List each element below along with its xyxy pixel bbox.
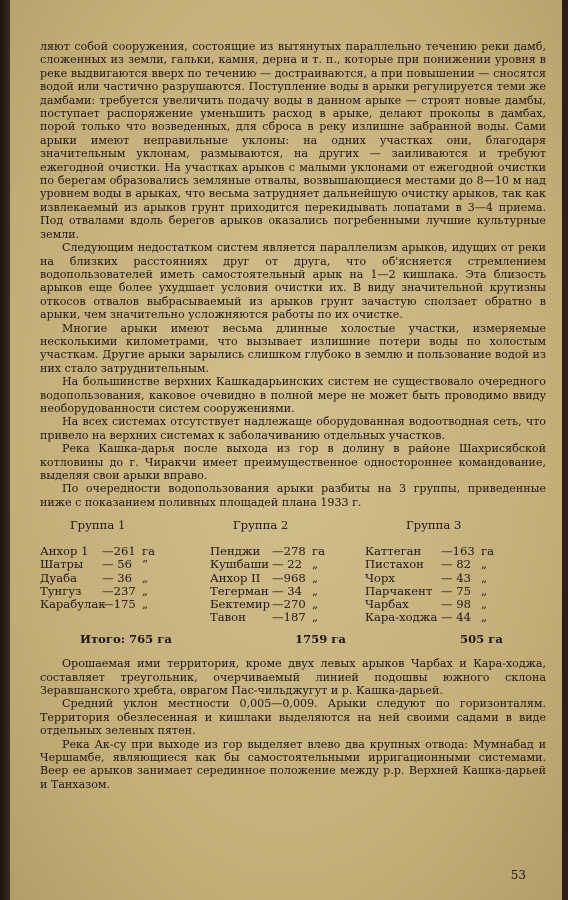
canal-name: Пенджи (210, 544, 261, 559)
canal-name: Тавон (210, 610, 246, 625)
paragraph: Орошаемая ими территория, кроме двух левых арыков Чарбах и Кара-ходжа, составляет треугольник, очерчиваемый линией подошвы южного склона Зеравшанского хребта, оврагом Пас-чильджугут и р. Кашка-дарьей. (40, 657, 546, 698)
unit: га (481, 544, 494, 559)
paragraph: По очередности водопользования арыки разбиты на 3 группы, приведенные ниже с показанием поливных площадей плана 1933 г. (40, 482, 546, 509)
area-value: —175 (102, 596, 136, 611)
table-row (365, 611, 494, 624)
unit: га (142, 544, 155, 559)
unit: „ (481, 557, 488, 572)
paragraph: ляют собой сооружения, состоящие из вытянутых параллельно течению реки дамб, сложенных из земли, гальки, камня, дерна и т. п., которые при понижении уровня в реке выдвигаются вверх по течению — достраиваются, а при повышении — сносятся водой или частично разрушаются. Поступление воды в арыки регулируется теми же дамбами: требуется увеличить подачу воды в данном арыке — строят новые дамбы, поступает распоряжение уменьшить расход в арыке, делают проколы в дамбах, порой только что возведенных, для сброса в реку излишне забранной воды. Сами арыки имеют неправильные уклоны: на одних участках они, благодаря значительным уклонам, размываются, на других — заиливаются и требуют ежегодной очистки. На участках арыков с малыми уклонами от ежегодной очистки по берегам образовались земляные отвалы, возвышающиеся местами до 8—10 м над уровнем воды в арыках, что весьма затрудняет дальнейшую очистку арыков, так как извлекаемый из арыков грунт приходится перекидывать лопатами в 3—4 приема. Под отвалами вдоль берегов арыков оказались погребенными лучшие культурные земли. (40, 40, 546, 241)
paragraph: Река Кашка-дарья после выхода из гор в долину в районе Шахрисябской котловины до г. Чиракчи имеет преимущественное одностороннее командование, выделяя свои арыки вправо. (40, 442, 546, 482)
area-value: — 34 (272, 583, 303, 598)
canal-name: Анхор 1 (40, 544, 89, 559)
canal-name: Кушбаши (210, 557, 269, 572)
area-value: —968 (272, 570, 306, 585)
table-row (210, 585, 325, 598)
canal-groups-table (40, 519, 546, 647)
canal-name: Парчакент (365, 583, 433, 598)
area-value: — 98 (441, 596, 472, 611)
canal-name: Чорх (365, 570, 395, 585)
table-row (365, 558, 494, 571)
table-row (40, 585, 155, 598)
unit: „ (312, 583, 319, 598)
canal-name: Тунгуз (40, 583, 82, 598)
paragraph: Река Ак-су при выходе из гор выделяет влево два крупных отвода: Мумнабад и Чершамбе, являющиеся как бы самостоятельными ирригационными системами. Веер ее арыков занимает серединное положение между р.р. Верхней Кашка-дарьей и Танхазом. (40, 737, 546, 791)
paragraph: На всех системах отсутствует надлежаще оборудованная водоотводная сеть, что привело на верхних системах к заболачиванию отдельных участков. (40, 415, 546, 442)
area-value: — 75 (441, 583, 472, 598)
area-value: —237 (102, 583, 136, 598)
unit: „ (481, 596, 488, 611)
canal-name: Анхор II (210, 570, 261, 585)
paragraph: На большинстве верхних Кашкадарьинских систем не существовало очередного водопользования, каковое очевидно в полной мере не может быть проводимо ввиду необорудованности систем сооружениями. (40, 375, 546, 415)
table-row (40, 558, 155, 571)
paragraph: Следующим недостатком систем является параллелизм арыков, идущих от реки на близких расстояниях друг от друга, что об'ясняется стремлением водопользователей иметь самостоятельный арык на 1—2 кишлака. Эта близость арыков еще более ухудшает условия очистки их. В виду значительной крутизны откосов отвалов выбрасываемый из арыков грунт зачастую сползает обратно в арыки, чем значительно усложняются работы по их очистке. (40, 241, 546, 322)
canal-name: Каттеган (365, 544, 422, 559)
unit: “ (142, 557, 148, 572)
area-value: — 22 (272, 557, 303, 572)
table-row (210, 558, 325, 571)
area-value: —187 (272, 610, 306, 625)
paragraph: Средний уклон местности 0,005—0,009. Арыки следуют по горизонталям. Территория обезлесенная и кишлаки выделяются на ней своими садами в виде отдельных зеленых пятен. (40, 697, 546, 738)
group-2-list (210, 545, 325, 624)
canal-name: Карабулак (40, 596, 106, 611)
area-value: — 82 (441, 557, 472, 572)
area-value: — 44 (441, 610, 472, 625)
unit: „ (312, 557, 319, 572)
paragraph: Многие арыки имеют весьма длинные холостые участки, измеряемые несколькими километрами, что вызывает излишние потери воды по холостым участкам. Другие арыки зарылись слишком глубоко в землю и пользование водой из них стало затруднительным. (40, 321, 546, 375)
group-2-title: Группа 2 (233, 518, 289, 533)
canal-name: Кара-ходжа (365, 610, 438, 625)
area-value: — 43 (441, 570, 472, 585)
canal-name: Пистахон (365, 557, 424, 572)
area-value: —261 (102, 544, 136, 559)
unit: „ (312, 570, 319, 585)
unit: „ (481, 570, 488, 585)
group-2-total: 1759 га (295, 632, 346, 647)
area-value: — 36 (102, 570, 133, 585)
unit: „ (142, 583, 149, 598)
group-3-list (365, 545, 494, 624)
unit: „ (312, 610, 319, 625)
canal-name: Тегерман (210, 583, 269, 598)
group-1-title: Группа 1 (70, 518, 126, 533)
table-row (210, 611, 325, 624)
page-content (40, 40, 546, 791)
canal-name: Дуаба (40, 570, 78, 585)
closing-section (40, 657, 546, 791)
canal-name: Бектемир (210, 596, 271, 611)
unit: „ (481, 610, 488, 625)
book-page (10, 0, 562, 900)
canal-name: Шатры (40, 557, 84, 572)
table-row (365, 585, 494, 598)
area-value: —270 (272, 596, 306, 611)
group-3-title: Группа 3 (406, 518, 462, 533)
table-row (40, 572, 155, 585)
group-1-total: Итого: 765 га (80, 632, 172, 647)
unit: „ (312, 596, 319, 611)
area-value: —163 (441, 544, 475, 559)
area-value: —278 (272, 544, 306, 559)
table-row (365, 572, 494, 585)
canal-name: Чарбах (365, 596, 409, 611)
unit: „ (142, 596, 149, 611)
table-row (210, 572, 325, 585)
unit: га (312, 544, 325, 559)
group-3-total: 505 га (460, 632, 503, 647)
unit: „ (481, 583, 488, 598)
book-spine-shadow (0, 0, 10, 900)
unit: „ (142, 570, 149, 585)
group-1-list (40, 545, 155, 611)
area-value: — 56 (102, 557, 133, 572)
page-number: 53 (510, 868, 526, 882)
table-row (40, 598, 155, 611)
